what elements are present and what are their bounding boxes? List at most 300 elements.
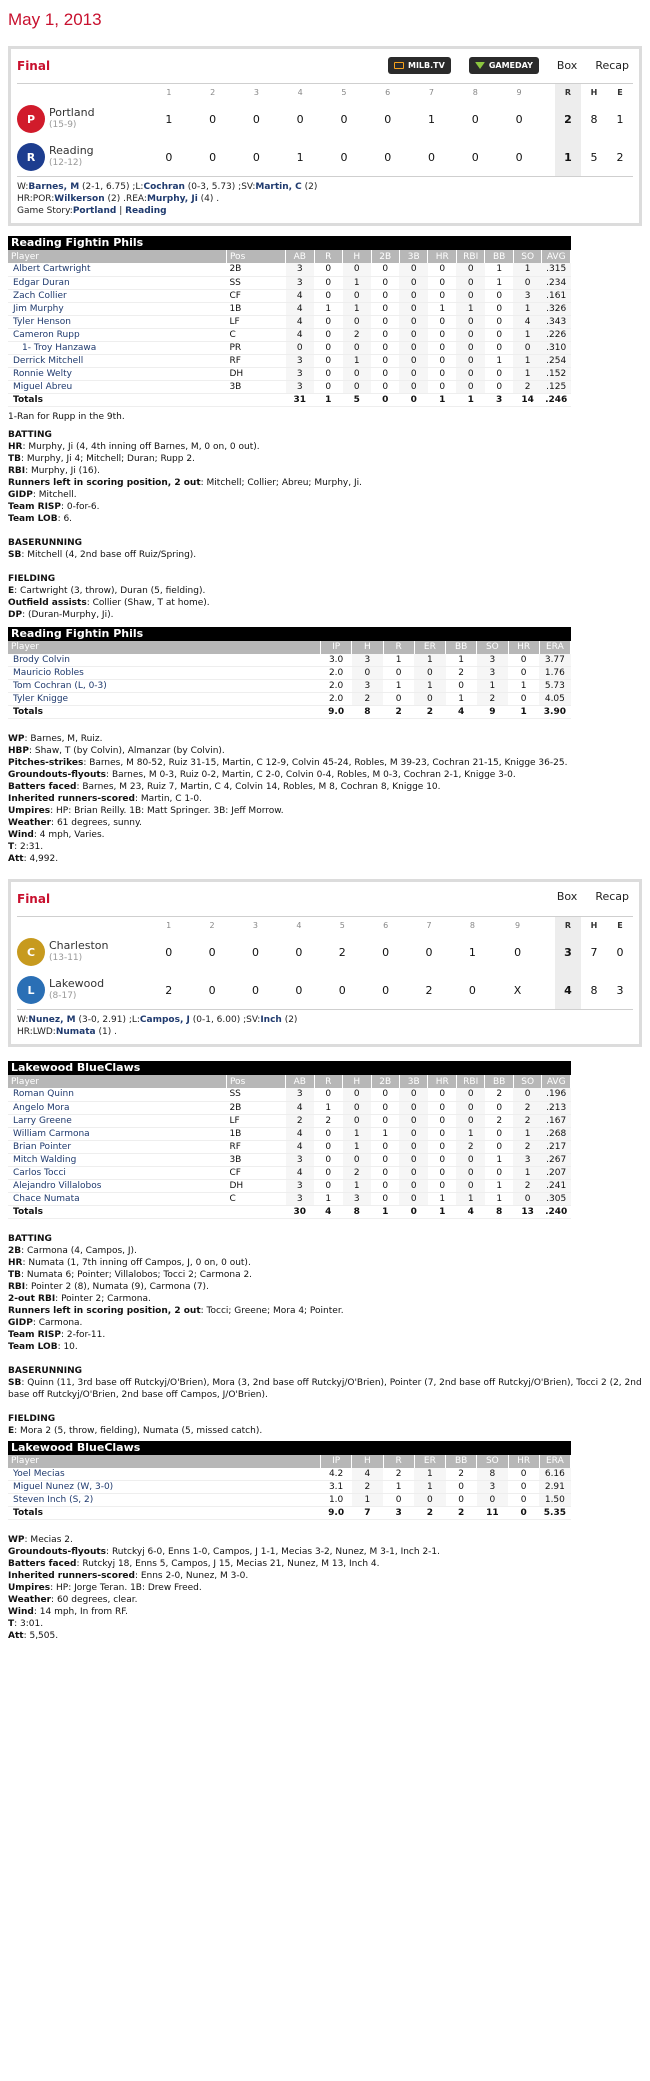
save-pitcher-link[interactable]: Martin, C (255, 182, 302, 192)
total-cell: 2 (414, 1507, 445, 1520)
stat-cell: 1 (485, 276, 513, 289)
stat-cell: 3 (513, 1153, 541, 1166)
player-link[interactable]: Cameron Rupp (8, 328, 226, 341)
player-link[interactable]: Jim Murphy (8, 302, 226, 315)
save-label: SV: (241, 182, 256, 192)
player-link[interactable]: William Carmona (8, 1127, 226, 1140)
inning-header: 4 (296, 920, 302, 930)
stat-cell: 0 (428, 1179, 456, 1192)
total-cell: 9.0 (321, 1507, 352, 1520)
milbtv-label: MILB.TV (407, 61, 445, 70)
stat-cell: 0 (399, 1192, 427, 1205)
stat-cell: 3 (286, 354, 314, 367)
stat-cell: 0 (485, 1140, 513, 1153)
stat-cell: 0 (383, 693, 414, 706)
game-header (11, 882, 639, 916)
stat-cell: 1 (314, 1101, 342, 1114)
inning-score: 0 (382, 945, 390, 959)
rhe-header: H (590, 87, 598, 97)
fielding-heading: FIELDING (8, 1413, 56, 1424)
player-link[interactable]: Yoel Mecias (8, 1468, 321, 1481)
stat-cell: 0 (446, 680, 477, 693)
total-cell: 9.0 (321, 706, 352, 719)
stat-cell: 0 (314, 328, 342, 341)
column-header: Player (8, 1455, 321, 1468)
stat-cell: 0 (314, 1127, 342, 1140)
stat-cell: 0 (428, 1153, 456, 1166)
total-cell: 31 (286, 393, 314, 406)
player-link[interactable]: Angelo Mora (8, 1101, 226, 1114)
player-link[interactable]: Tom Cochran (L, 0-3) (8, 680, 321, 693)
stat-cell: RF (226, 354, 285, 367)
stat-cell: 0 (456, 276, 484, 289)
total-cell: 5.35 (539, 1507, 570, 1520)
rhe-header: H (590, 920, 598, 930)
stat-cell: 1.0 (321, 1494, 352, 1507)
inning-score: 0 (384, 150, 392, 164)
win-label: W: (17, 1015, 29, 1025)
column-header: ERA (539, 641, 570, 654)
note-line: 2-out RBI: Pointer 2; Carmona. (8, 1293, 151, 1304)
player-link[interactable]: Brody Colvin (8, 654, 321, 667)
spacer (541, 138, 555, 176)
stat-cell: 0 (456, 354, 484, 367)
stat-cell: 1 (456, 302, 484, 315)
stat-cell: 0 (371, 380, 399, 393)
stat-cell: .217 (542, 1140, 571, 1153)
stat-cell: 1 (314, 302, 342, 315)
inning-header: 4 (297, 87, 303, 97)
stat-cell: 0 (485, 302, 513, 315)
stat-cell: .305 (542, 1192, 571, 1205)
game2-notes (8, 1530, 642, 1642)
totals-label: Totals (8, 706, 321, 719)
team-info (17, 105, 147, 133)
stat-cell: PR (226, 341, 285, 354)
stat-cell: 0 (314, 1166, 342, 1179)
stat-cell: 0 (371, 1140, 399, 1153)
stat-cell: 2 (383, 1468, 414, 1481)
player-link[interactable]: Carlos Tocci (8, 1166, 226, 1179)
loss-pitcher-link[interactable]: Campos, J (139, 1015, 190, 1025)
stat-cell: 1 (414, 680, 445, 693)
column-header: SO (513, 1075, 541, 1088)
column-header: IP (321, 641, 352, 654)
stat-cell: 0 (414, 1494, 445, 1507)
save-pitcher-link[interactable]: Inch (260, 1015, 282, 1025)
total-cell: 2 (383, 706, 414, 719)
stat-cell: 2 (513, 1101, 541, 1114)
team-logo-letter: L (27, 983, 35, 997)
story-separator: | (116, 206, 126, 216)
stat-cell: 0 (399, 1114, 427, 1127)
note-line: TB: Numata 6; Pointer; Villalobos; Tocci 2; Carmona 2. (8, 1269, 253, 1280)
hr-stat: (1) . (98, 1027, 117, 1037)
team-name[interactable]: Reading (49, 144, 94, 157)
stat-cell: 0 (371, 263, 399, 276)
column-header: HR (428, 1075, 456, 1088)
column-header: R (383, 1455, 414, 1468)
inning-header: 1 (166, 920, 172, 930)
stat-cell: 0 (399, 1153, 427, 1166)
stat-cell: 4 (286, 302, 314, 315)
lakewood-notes (8, 1229, 642, 1437)
stat-cell: 1.50 (539, 1494, 570, 1507)
table-row (8, 654, 571, 667)
team-name[interactable]: Lakewood (49, 977, 105, 990)
table-header-row (8, 641, 571, 654)
stat-cell: 3 (352, 654, 383, 667)
page-date: May 1, 2013 (8, 10, 102, 29)
stat-cell: 0 (371, 1192, 399, 1205)
note-line: Runners left in scoring position, 2 out: Mitchell; Collier; Abreu; Murphy, Ji. (8, 477, 362, 488)
stat-cell: 3 (286, 263, 314, 276)
player-link[interactable]: Albert Cartwright (8, 263, 226, 276)
stat-cell: 0 (371, 328, 399, 341)
table-row (8, 680, 571, 693)
milbtv-button[interactable] (388, 57, 451, 74)
inning-score: 0 (471, 150, 479, 164)
stat-cell: 1 (485, 1192, 513, 1205)
note-line: WP: Barnes, M, Ruiz. (8, 734, 103, 744)
inning-score: 0 (427, 150, 435, 164)
inning-header: 3 (253, 87, 259, 97)
player-link[interactable]: Mauricio Robles (8, 667, 321, 680)
total-cell: 11 (477, 1507, 508, 1520)
inning-score: 0 (252, 150, 260, 164)
inning-score: 1 (296, 150, 304, 164)
inning-score: 2 (165, 983, 173, 997)
stat-cell: 1 (428, 1192, 456, 1205)
stat-cell: 1 (414, 654, 445, 667)
total-cell: 3 (485, 393, 513, 406)
table-row (8, 380, 571, 393)
player-link[interactable]: Ronnie Welty (8, 367, 226, 380)
inning-header: 5 (341, 87, 347, 97)
stat-cell: 1 (477, 680, 508, 693)
player-link[interactable]: Mitch Walding (8, 1153, 226, 1166)
stat-cell: 0 (399, 354, 427, 367)
recap-link[interactable]: Recap (595, 59, 629, 72)
team-logo-letter: R (26, 150, 36, 164)
stat-cell: 1B (226, 302, 285, 315)
note-line: Wind: 14 mph, In from RF. (8, 1607, 128, 1617)
stat-cell: C (226, 328, 285, 341)
runs-total: 2 (555, 100, 581, 138)
team-name[interactable]: Charleston (49, 939, 109, 952)
stat-cell: 0 (456, 315, 484, 328)
inning-header: 2 (209, 920, 215, 930)
stat-cell: 2 (352, 693, 383, 706)
player-link[interactable]: Steven Inch (S, 2) (8, 1494, 321, 1507)
stat-cell: 4.05 (539, 693, 570, 706)
stat-cell: RF (226, 1140, 285, 1153)
table-row (8, 1101, 571, 1114)
hr-link[interactable]: Murphy, Ji (146, 194, 198, 204)
linescore (17, 916, 633, 1010)
inning-header: 6 (385, 87, 391, 97)
inning-score: 2 (425, 983, 433, 997)
errors-total: 1 (616, 112, 624, 126)
stat-cell: 0 (343, 315, 371, 328)
player-link[interactable]: Edgar Duran (8, 276, 226, 289)
spacer (541, 917, 555, 933)
stat-cell: 0 (456, 1114, 484, 1127)
stat-cell: 1 (343, 302, 371, 315)
stat-cell: 1 (343, 1127, 371, 1140)
total-cell: 4 (314, 1205, 342, 1218)
stat-cell: 1 (456, 1127, 484, 1140)
baserunning-heading: BASERUNNING (8, 537, 83, 548)
stat-cell: 0 (371, 354, 399, 367)
inning-header: 1 (166, 87, 172, 97)
save-stat: (2) (284, 1015, 298, 1025)
total-cell: 8 (343, 1205, 371, 1218)
table-header-row (8, 250, 571, 263)
box-link[interactable]: Box (556, 59, 578, 72)
stat-cell: 2.0 (321, 680, 352, 693)
note-line: Team RISP: 2-for-11. (8, 1329, 106, 1340)
stat-cell: 1 (485, 263, 513, 276)
win-pitcher-link[interactable]: Barnes, M (28, 182, 80, 192)
stat-cell: 1 (513, 328, 541, 341)
stat-cell: 1 (383, 680, 414, 693)
totals-row (8, 1205, 571, 1218)
stat-cell: 0 (371, 1179, 399, 1192)
stat-cell: 3 (477, 667, 508, 680)
table-row (8, 302, 571, 315)
runs-total: 4 (555, 971, 581, 1009)
stat-cell: 2 (485, 1088, 513, 1101)
stat-cell: .326 (542, 302, 571, 315)
stat-cell: 0 (456, 1166, 484, 1179)
stat-cell: 0 (371, 315, 399, 328)
inning-score: 0 (209, 150, 217, 164)
linescore-row-home (17, 138, 633, 176)
stat-cell: 0 (371, 1114, 399, 1127)
stat-cell: 0 (508, 693, 539, 706)
inning-score: 0 (514, 945, 522, 959)
stat-cell: 1 (513, 354, 541, 367)
note-line: HR: Murphy, Ji (4, 4th inning off Barnes, M, 0 on, 0 out). (8, 441, 260, 452)
stat-cell: 0 (456, 380, 484, 393)
inning-header: 8 (469, 920, 475, 930)
team-col-header (17, 917, 147, 933)
column-header: BB (485, 250, 513, 263)
stat-cell: 0 (343, 263, 371, 276)
stat-cell: 0 (508, 667, 539, 680)
stat-cell: 3 (343, 1192, 371, 1205)
stat-cell: 2 (446, 667, 477, 680)
player-link[interactable]: Miguel Nunez (W, 3-0) (8, 1481, 321, 1494)
total-cell: 1 (456, 393, 484, 406)
stat-cell: 0 (513, 276, 541, 289)
stat-cell: 0 (343, 289, 371, 302)
team-logo-letter: P (26, 112, 36, 126)
stat-cell: 0 (485, 315, 513, 328)
stat-cell: 0 (399, 302, 427, 315)
stat-cell: 0 (314, 1179, 342, 1192)
stat-cell: 0 (399, 289, 427, 302)
totals-label: Totals (8, 393, 226, 406)
story-link-portland[interactable]: Portland (72, 206, 117, 216)
gameday-button[interactable] (469, 57, 539, 74)
stat-cell: 0 (399, 341, 427, 354)
stat-cell: 0 (456, 289, 484, 302)
story-link-reading[interactable]: Reading (125, 206, 167, 216)
totals-label: Totals (8, 1507, 321, 1520)
rhe-header: R (555, 84, 581, 100)
team-logo (17, 976, 45, 1004)
stat-cell: 1 (383, 654, 414, 667)
game-card-1 (8, 46, 642, 226)
note-line: Pitches-strikes: Barnes, M 80-52, Ruiz 31-15, Martin, C 12-9, Colvin 45-24, Robles, M 39-23, Cochran 21-15, Knigge 36-25. (8, 758, 568, 768)
stat-cell: 2 (314, 1114, 342, 1127)
player-link[interactable]: Larry Greene (8, 1114, 226, 1127)
stat-cell: 3 (513, 289, 541, 302)
table-row (8, 1192, 571, 1205)
spacer (541, 971, 555, 1009)
total-cell: 8 (352, 706, 383, 719)
win-pitcher-link[interactable]: Nunez, M (28, 1015, 76, 1025)
stat-cell: 4 (286, 315, 314, 328)
player-link[interactable]: Alejandro Villalobos (8, 1179, 226, 1192)
team-name[interactable]: Portland (49, 106, 95, 119)
loss-pitcher-link[interactable]: Cochran (143, 182, 185, 192)
stat-cell: 0 (314, 354, 342, 367)
stat-cell: 0 (428, 315, 456, 328)
tv-icon (394, 62, 404, 69)
total-cell: 4 (456, 1205, 484, 1218)
box-link[interactable]: Box (556, 890, 578, 903)
stat-cell: 2.0 (321, 693, 352, 706)
stat-cell: .267 (542, 1153, 571, 1166)
team-logo (17, 105, 45, 133)
note-line: Att: 4,992. (8, 854, 59, 864)
stat-cell: 4.2 (321, 1468, 352, 1481)
column-header: AB (286, 250, 314, 263)
inning-score: 0 (252, 112, 260, 126)
total-cell: 14 (513, 393, 541, 406)
stat-cell: 2 (485, 1114, 513, 1127)
total-cell: .246 (542, 393, 571, 406)
stat-cell: 0 (383, 667, 414, 680)
stat-cell: C (226, 1192, 285, 1205)
linescore-header (17, 84, 633, 100)
hits-total: 7 (590, 945, 598, 959)
rhe-header: R (555, 917, 581, 933)
player-link[interactable]: 1- Troy Hanzawa (8, 341, 226, 354)
table-row (8, 341, 571, 354)
stat-cell: 0 (399, 1101, 427, 1114)
stat-cell: 4 (286, 289, 314, 302)
stat-cell: 0 (399, 380, 427, 393)
stat-cell: 3B (226, 380, 285, 393)
inning-score: 0 (165, 150, 173, 164)
errors-total: 0 (616, 945, 624, 959)
rhe-header: E (617, 87, 623, 97)
team-info (17, 976, 147, 1004)
stat-cell: 4 (513, 315, 541, 328)
team-col-header (17, 84, 147, 100)
stat-cell: 0 (428, 263, 456, 276)
hr-link[interactable]: Wilkerson (54, 194, 105, 204)
player-link[interactable]: Zach Collier (8, 289, 226, 302)
batting-heading: BATTING (8, 1233, 52, 1244)
stat-cell: .213 (542, 1101, 571, 1114)
inning-header: 2 (210, 87, 216, 97)
stat-cell: 0 (428, 1166, 456, 1179)
stat-cell: 0 (399, 1166, 427, 1179)
column-header: RBI (456, 250, 484, 263)
player-link[interactable]: Tyler Knigge (8, 693, 321, 706)
game-card-2 (8, 879, 642, 1047)
player-link[interactable]: Miguel Abreu (8, 380, 226, 393)
fielding-heading: FIELDING (8, 573, 56, 584)
stat-cell: 8 (477, 1468, 508, 1481)
final-status: Final (17, 59, 51, 73)
total-cell: 13 (513, 1205, 541, 1218)
column-header: AB (286, 1075, 314, 1088)
stat-cell: .241 (542, 1179, 571, 1192)
recap-link[interactable]: Recap (595, 890, 629, 903)
table-row (8, 276, 571, 289)
stat-cell: 0 (508, 1494, 539, 1507)
stat-cell: .167 (542, 1114, 571, 1127)
stat-cell: 2 (343, 1166, 371, 1179)
inning-header: 6 (383, 920, 389, 930)
stat-cell: 1 (343, 276, 371, 289)
inning-score: 0 (296, 112, 304, 126)
player-link[interactable]: Brian Pointer (8, 1140, 226, 1153)
inning-header: 9 (515, 920, 521, 930)
stat-cell: 1 (513, 367, 541, 380)
stat-cell: 0 (485, 328, 513, 341)
stat-cell: 2 (352, 1481, 383, 1494)
stat-cell: 1 (371, 1127, 399, 1140)
hr-link[interactable]: Numata (55, 1027, 96, 1037)
total-cell: 3.90 (539, 706, 570, 719)
player-link[interactable]: Tyler Henson (8, 315, 226, 328)
stat-cell: 0 (399, 263, 427, 276)
stat-cell: 1 (383, 1481, 414, 1494)
inning-header: 3 (252, 920, 259, 930)
inning-score: 0 (340, 150, 348, 164)
column-header: Player (8, 250, 226, 263)
linescore-row-away (17, 100, 633, 138)
column-header: RBI (456, 1075, 484, 1088)
player-link[interactable]: Chace Numata (8, 1192, 226, 1205)
team-logo-letter: C (26, 945, 36, 959)
errors-total: 3 (616, 983, 624, 997)
stat-cell: 0 (428, 289, 456, 302)
stat-cell: .226 (542, 328, 571, 341)
stat-cell: 0 (414, 667, 445, 680)
stat-cell: 0 (399, 1088, 427, 1101)
stat-cell: 3B (226, 1153, 285, 1166)
stat-cell: 1 (456, 1192, 484, 1205)
hits-total: 5 (590, 150, 598, 164)
stat-cell: 3 (286, 367, 314, 380)
stat-cell: 4 (352, 1468, 383, 1481)
note-line: Groundouts-flyouts: Barnes, M 0-3, Ruiz 0-2, Martin, C 2-0, Colvin 0-4, Robles, M 0-3, Cochran 2-1, Knigge 3-0. (8, 770, 516, 780)
player-link[interactable]: Derrick Mitchell (8, 354, 226, 367)
stat-cell: DH (226, 367, 285, 380)
win-stat: (2-1, 6.75) ; (82, 182, 136, 192)
stat-cell: 0 (314, 315, 342, 328)
rhe-header: E (617, 920, 623, 930)
player-link[interactable]: Roman Quinn (8, 1088, 226, 1101)
